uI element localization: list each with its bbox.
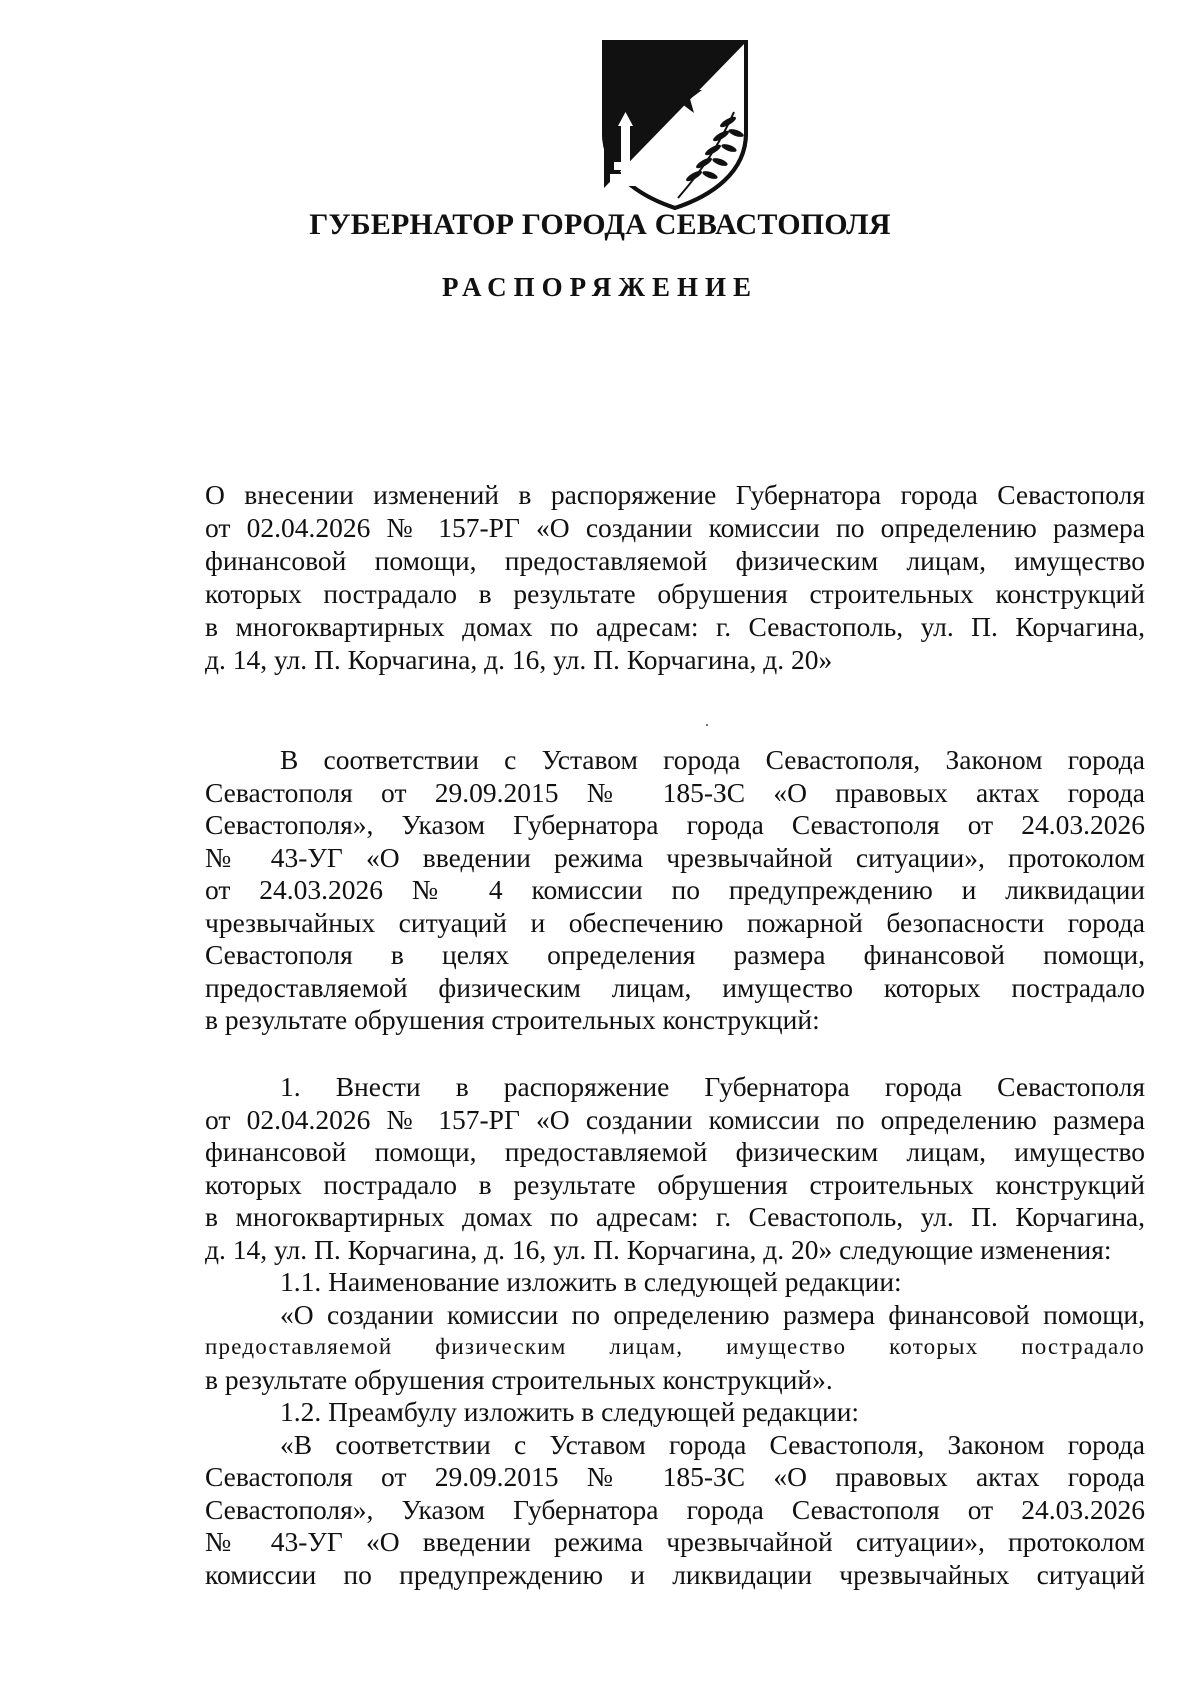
item-line: от 02.04.2026 № 157-РГ «О создании комиссии по определению размера: [205, 1103, 1145, 1135]
issuing-authority: ГУБЕРНАТОР ГОРОДА СЕВАСТОПОЛЯ: [309, 208, 891, 241]
item-line: д. 14, ул. П. Корчагина, д. 16, ул. П. Корчагина, д. 20» следующие изменения:: [205, 1233, 1112, 1265]
preamble: [205, 744, 1145, 1037]
item-line: предоставляемой физическим лицам, имущество которых пострадало: [205, 1334, 1145, 1359]
item-line: 1. Внести в распоряжение Губернатора города Севастополя: [280, 1071, 1145, 1102]
subject-line: д. 14, ул. П. Корчагина, д. 16, ул. П. Корчагина, д. 20»: [205, 644, 833, 675]
item-line: которых пострадало в результате обрушения строительных конструкций: [205, 1168, 1145, 1200]
item-line: в многоквартирных домах по адресам: г. Севастополь, ул. П. Корчагина,: [205, 1201, 1145, 1232]
item-line: № 43-УГ «О введении режима чрезвычайной ситуации», протоколом: [205, 1526, 1145, 1557]
preamble-line: Севастополя в целях определения размера финансовой помощи,: [205, 939, 1145, 970]
preamble-line: от 24.03.2026 № 4 комиссии по предупреждению и ликвидации: [205, 874, 1145, 905]
stray-mark: [706, 724, 708, 726]
subject-line: от 02.04.2026 № 157-РГ «О создании комиссии по определению размера: [205, 512, 1145, 543]
preamble-line: чрезвычайных ситуаций и обеспечению пожарной безопасности города: [205, 906, 1145, 938]
item-line: комиссии по предупреждению и ликвидации чрезвычайных ситуаций: [205, 1558, 1145, 1590]
preamble-line: В соответствии с Уставом города Севастополя, Законом города: [280, 744, 1145, 775]
preamble-line: № 43-УГ «О введении режима чрезвычайной ситуации», протоколом: [205, 841, 1145, 873]
coat-of-arms-icon: [596, 38, 758, 210]
item-line: «В соответствии с Уставом города Севастополя, Законом города: [280, 1428, 1145, 1460]
item-line: Севастополя от 29.09.2015 № 185-ЗС «О правовых актах города: [205, 1461, 1145, 1492]
subject-line: которых пострадало в результате обрушения строительных конструкций: [205, 578, 1145, 609]
item-1: [205, 1071, 1145, 1591]
preamble-line: Севастополя», Указом Губернатора города Севастополя от 24.03.2026: [205, 809, 1145, 840]
item-line: 1.2. Преамбулу изложить в следующей редакции:: [280, 1396, 860, 1427]
item-line: в результате обрушения строительных конструкций».: [205, 1363, 833, 1395]
document-subject: [205, 478, 1145, 676]
preamble-line: в результате обрушения строительных конструкций:: [205, 1004, 820, 1035]
subject-line: О внесении изменений в распоряжение Губернатора города Севастополя: [205, 479, 1145, 510]
item-line: Севастополя», Указом Губернатора города Севастополя от 24.03.2026: [205, 1493, 1145, 1525]
preamble-line: предоставляемой физическим лицам, имущество которых пострадало: [205, 971, 1145, 1003]
subject-line: финансовой помощи, предоставляемой физическим лицам, имущество: [205, 545, 1145, 576]
item-line: «О создании комиссии по определению размера финансовой помощи,: [280, 1298, 1145, 1330]
item-line: 1.1. Наименование изложить в следующей редакции:: [280, 1266, 902, 1297]
document-type: РАСПОРЯЖЕНИЕ: [441, 272, 759, 302]
subject-line: в многоквартирных домах по адресам: г. Севастополь, ул. П. Корчагина,: [205, 611, 1145, 642]
item-line: финансовой помощи, предоставляемой физическим лицам, имущество: [205, 1136, 1145, 1167]
preamble-line: Севастополя от 29.09.2015 № 185-ЗС «О правовых актах города: [205, 776, 1145, 808]
